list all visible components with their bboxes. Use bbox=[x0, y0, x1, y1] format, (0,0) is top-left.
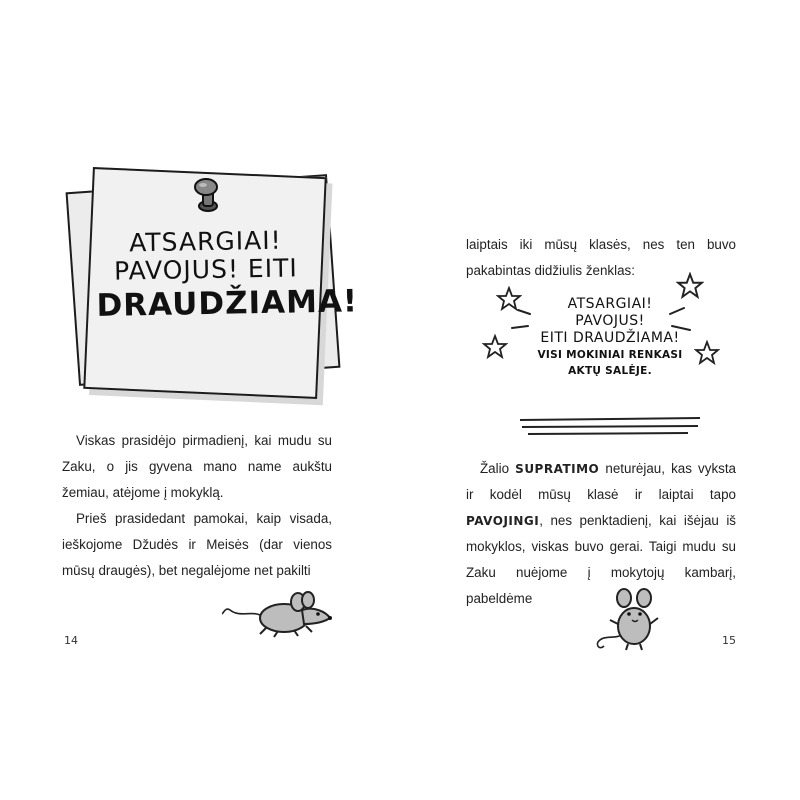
sign-line-4: VISI MOKINIAI RENKASI bbox=[537, 349, 683, 361]
mouse-illustration bbox=[594, 584, 674, 654]
note-line-1: ATSARGIAI! bbox=[128, 225, 282, 258]
left-body-text bbox=[62, 428, 332, 584]
text-part: Žalio bbox=[480, 461, 516, 476]
right-page bbox=[400, 0, 800, 800]
sign-line-5: AKTŲ SALĖJE. bbox=[568, 365, 652, 377]
page-number-left: 14 bbox=[64, 634, 78, 647]
sign-underlines bbox=[518, 414, 702, 438]
paragraph-1: Viskas prasidėjo pirmadienį, kai mudu su Zaku, o jis gyvena mano name aukštu žemiau, atėjome į mokyklą. bbox=[62, 433, 332, 500]
note-warning-text bbox=[95, 225, 359, 324]
text-part: neturėjau, kas vyksta ir kodėl mūsų klasė ir laiptai tapo bbox=[466, 461, 736, 502]
note-line-3: DRAUDŽIAMA! bbox=[96, 283, 359, 324]
warning-sign bbox=[530, 296, 690, 379]
mouse-illustration bbox=[222, 588, 338, 638]
text-part: , nes penktadienį, kai išėjau iš mokyklos, viskas buvo gerai. Taigi mudu su Zaku nuėjome į mokytojų kambarį, pabeldėme bbox=[466, 513, 736, 606]
sign-line-2: PAVOJUS! bbox=[575, 313, 645, 329]
emphasis-pavojingi: PAVOJINGI bbox=[466, 514, 540, 528]
right-top-paragraph: laiptais iki mūsų klasės, nes ten buvo pakabintas didžiulis ženklas: bbox=[466, 237, 736, 278]
page-number-right: 15 bbox=[722, 634, 736, 647]
paragraph-2: Prieš prasidedant pamokai, kaip visada, ieškojome Džudės ir Meisės (dar vienos mūsų draugės), bet negalėjome net pakilti bbox=[62, 511, 332, 578]
sign-line-3: EITI DRAUDŽIAMA! bbox=[540, 330, 680, 346]
sign-line-1: ATSARGIAI! bbox=[567, 296, 653, 312]
note-line-2: PAVOJUS! EITI bbox=[113, 252, 298, 286]
emphasis-supratimo: SUPRATIMO bbox=[515, 462, 600, 476]
pushpin-icon bbox=[188, 176, 228, 216]
